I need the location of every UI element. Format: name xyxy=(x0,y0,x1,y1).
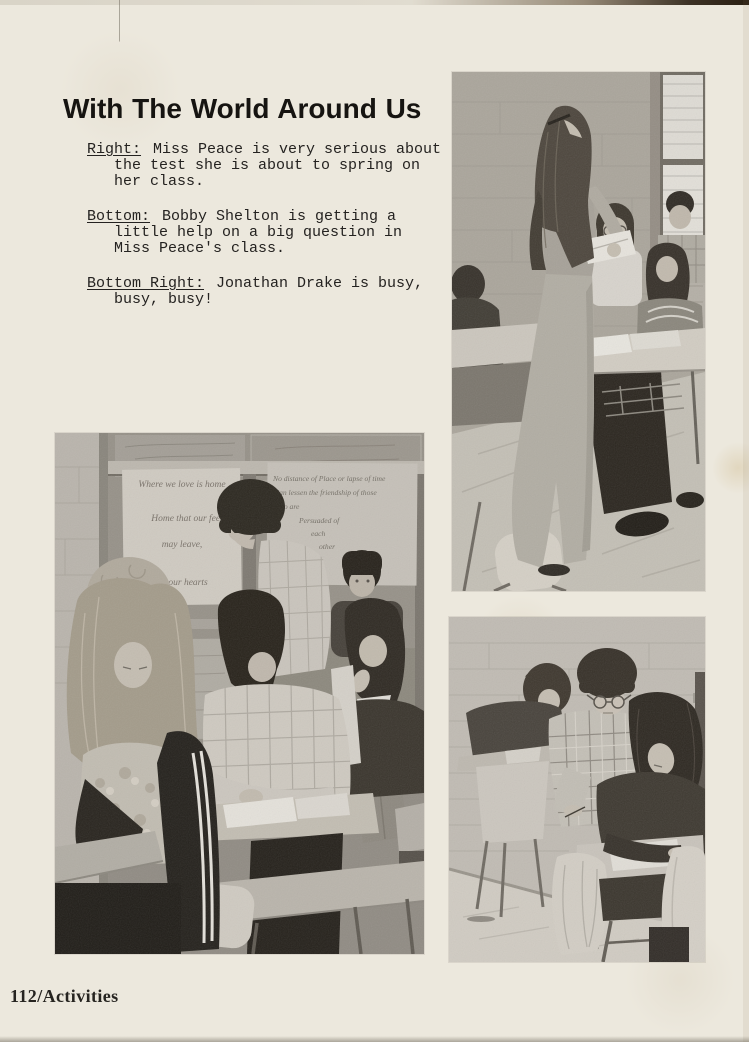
caption-text-line: Bobby Shelton is getting a xyxy=(162,208,397,225)
page-number: 112/Activities xyxy=(10,986,119,1006)
photo-bobby-shelton xyxy=(55,433,424,954)
photo-jonathan-drake xyxy=(449,617,705,962)
scan-scratch xyxy=(119,0,123,42)
scan-edge-bottom xyxy=(0,1036,749,1042)
caption-label: Bottom Right: xyxy=(87,275,205,292)
caption-bottom xyxy=(87,209,477,257)
caption-text-line: busy, busy! xyxy=(114,291,214,308)
caption-text-line: the test she is about to spring on xyxy=(114,157,421,174)
scan-edge-right xyxy=(743,0,749,1042)
caption-text-line: Miss Peace's class. xyxy=(114,240,286,257)
photo-bobby-shelton-image xyxy=(55,433,424,954)
scan-edge-top xyxy=(0,0,749,5)
caption-label: Right: xyxy=(87,141,142,158)
caption-text-line: her class. xyxy=(114,173,205,190)
caption-text-line: little help on a big question in xyxy=(114,224,403,241)
caption-bottom-right xyxy=(87,276,477,308)
page-title: With The World Around Us xyxy=(63,92,422,124)
caption-text-line: Miss Peace is very serious about xyxy=(153,141,442,158)
caption-label: Bottom: xyxy=(87,208,151,225)
photo-miss-peace-image xyxy=(452,72,705,591)
photo-jonathan-drake-image xyxy=(449,617,705,962)
caption-text-line: Jonathan Drake is busy, xyxy=(216,275,424,292)
photo-miss-peace xyxy=(452,72,705,591)
caption-right xyxy=(87,142,477,190)
photo-captions xyxy=(87,142,477,327)
